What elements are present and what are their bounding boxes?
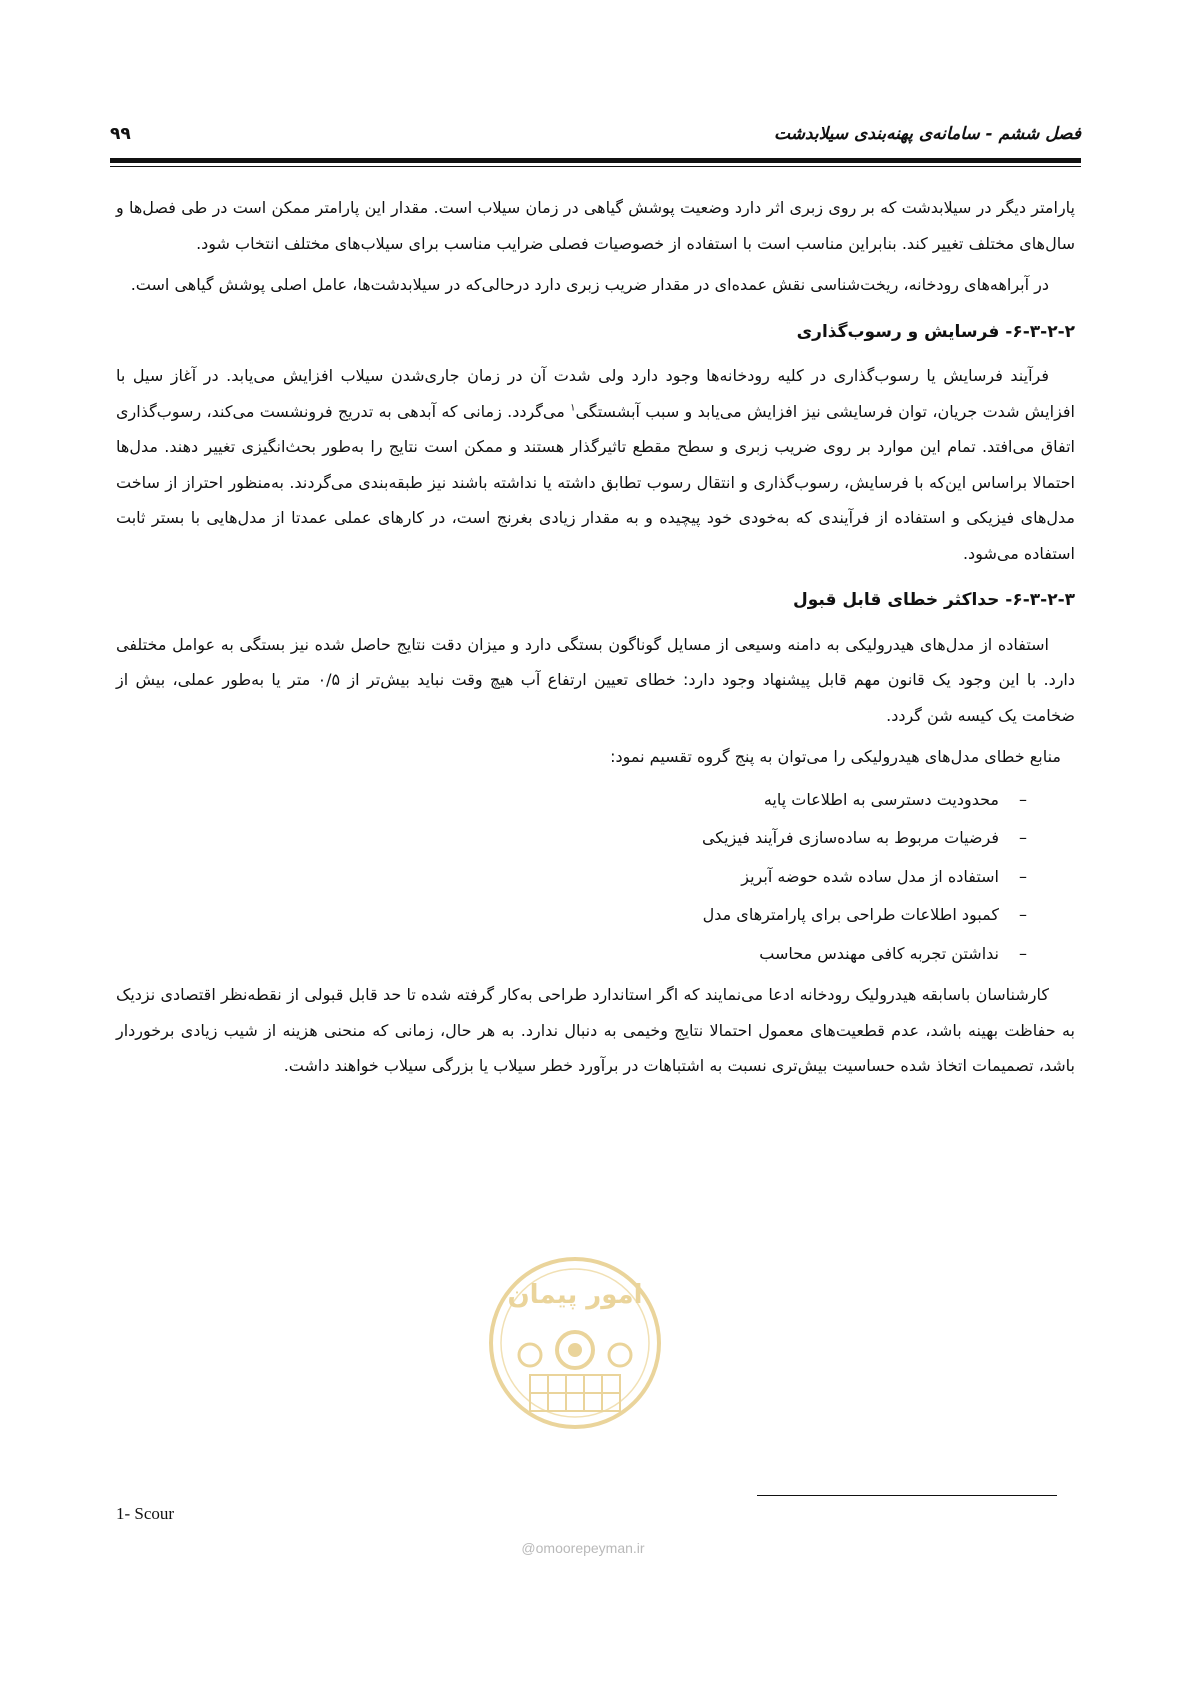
footnote-ref[interactable]: ۱ xyxy=(570,402,576,414)
chapter-title: فصل ششم - سامانه‌ی پهنه‌بندی سیلابدشت xyxy=(774,124,1081,144)
paragraph-max-error: استفاده از مدل‌های هیدرولیکی به دامنه وسیعی از مسایل گوناگون بستگی دارد و میزان دقت نتایج حاصل شده نیز بستگی به عوامل مختلفی دارد. با این وجود یک قانون مهم قابل پیشنهاد وجود دارد: خطای تعیین ارتفاع آب هیچ وقت نباید بیش‌تر از ۰/۵ متر یا به‌طور عملی، بیش از ضخامت یک کیسه شن گردد. xyxy=(116,634,1075,725)
list-item: –کمبود اطلاعات طراحی برای پارامترهای مدل xyxy=(116,896,1027,935)
paragraph-experts: کارشناسان باسابقه هیدرولیک رودخانه ادعا می‌نمایند که اگر استاندارد طراحی به‌کار گرفته شده تا حد قابل قبولی از نقطه‌نظر اقتصادی نزدیک به حفاظت بهینه باشد، عدم قطعیت‌های معمول احتمالا نتایج وخیمی به دنبال ندارد. به هر حال، زمانی که منحنی هزینه از شیب زیادی برخوردار باشد، تصمیمات اتخاذ شده حساسیت بیش‌تری نسبت به اشتباهات در برآورد خطر سیلاب یا بزرگی سیلاب خواهند داشت. xyxy=(116,985,1075,1075)
header-rule-thin xyxy=(110,166,1081,167)
footnote-rule xyxy=(757,1495,1057,1496)
paragraph-error-sources: منابع خطای مدل‌های هیدرولیکی را می‌توان به پنج گروه تقسیم نمود: xyxy=(610,747,1061,766)
page-content xyxy=(116,190,1075,1090)
list-dash: – xyxy=(1019,789,1027,809)
list-dash: – xyxy=(1019,866,1027,886)
list-dash: – xyxy=(1019,828,1027,847)
paragraph-erosion-part1: فرآیند فرسایش یا رسوب‌گذاری در کلیه رودخانه‌ها وجود دارد ولی شدت آن در زمان جاری‌شدن سیلاب افزایش می‌یابد. در آغاز سیل با افزایش شدت جریان، توان فرسایشی نیز افزایش می‌یابد و سبب آبشستگی xyxy=(116,366,1076,421)
list-item: –محدودیت دسترسی به اطلاعات پایه xyxy=(116,781,1027,820)
list-item: –نداشتن تجربه کافی مهندس محاسب xyxy=(116,935,1027,974)
page-number: ۹۹ xyxy=(110,124,131,144)
header-rule-thick xyxy=(110,158,1081,163)
error-sources-list xyxy=(116,781,1075,974)
paragraph-morphology: در آبراهه‌های رودخانه، ریخت‌شناسی نقش عمده‌ای در مقدار ضریب زبری دارد درحالی‌که در سیلابدشت‌ها، عامل اصلی پوشش گیاهی است. xyxy=(130,275,1049,294)
paragraph-vegetation: پارامتر دیگر در سیلابدشت که بر روی زبری اثر دارد وضعیت پوشش گیاهی در زمان سیلاب است. مقدار این پارامتر ممکن است در طی فصل‌ها و سال‌های مختلف تغییر کند. بنابراین مناسب است با استفاده از خصوصیات فصلی ضرایب مناسب برای سیلاب‌های مختلف انتخاب شود. xyxy=(116,198,1075,253)
watermark-logo-text: امور پیمان xyxy=(507,1280,643,1310)
section-heading-erosion: ۶-۳-۲-۲- فرسایش و رسوب‌گذاری xyxy=(796,321,1075,342)
paragraph-erosion xyxy=(116,358,1075,571)
list-item: –فرضیات مربوط به ساده‌سازی فرآیند فیزیکی xyxy=(116,819,1027,858)
footnote: 1- Scour xyxy=(116,1504,175,1523)
watermark-url: @omoorepeyman.ir xyxy=(521,1540,645,1556)
list-dash: – xyxy=(1019,905,1027,924)
paragraph-erosion-part2: می‌گردد. زمانی که آبدهی به تدریج فرونشست می‌کند، رسوب‌گذاری اتفاق می‌افتد. تمام این موارد بر روی ضریب زبری و سطح مقطع تاثیرگذار هستند و ممکن است نتایج را به‌طور بحث‌انگیزی تغییر دهند. مدل‌ها احتمالا براساس این‌که با فرسایش، رسوب‌گذاری و انتقال رسوب تطابق داشته یا نداشته باشند نیز طبقه‌بندی می‌گردند. به‌منظور احتراز از ساخت مدل‌های فیزیکی و استفاده از فرآیندی که به‌خودی خود پیچیده و به مقدار زیادی بغرنج است، در کارهای عملی عمدتا از مدل‌هایی با بستر ثابت استفاده می‌شود. xyxy=(116,401,1075,563)
list-dash: – xyxy=(1019,943,1027,963)
page-header xyxy=(110,124,1081,160)
list-item: –استفاده از مدل ساده شده حوضه آبریز xyxy=(116,858,1027,897)
watermark-logo-icon xyxy=(485,1245,665,1445)
section-heading-max-error: ۶-۳-۲-۳- حداکثر خطای قابل قبول xyxy=(792,590,1075,610)
